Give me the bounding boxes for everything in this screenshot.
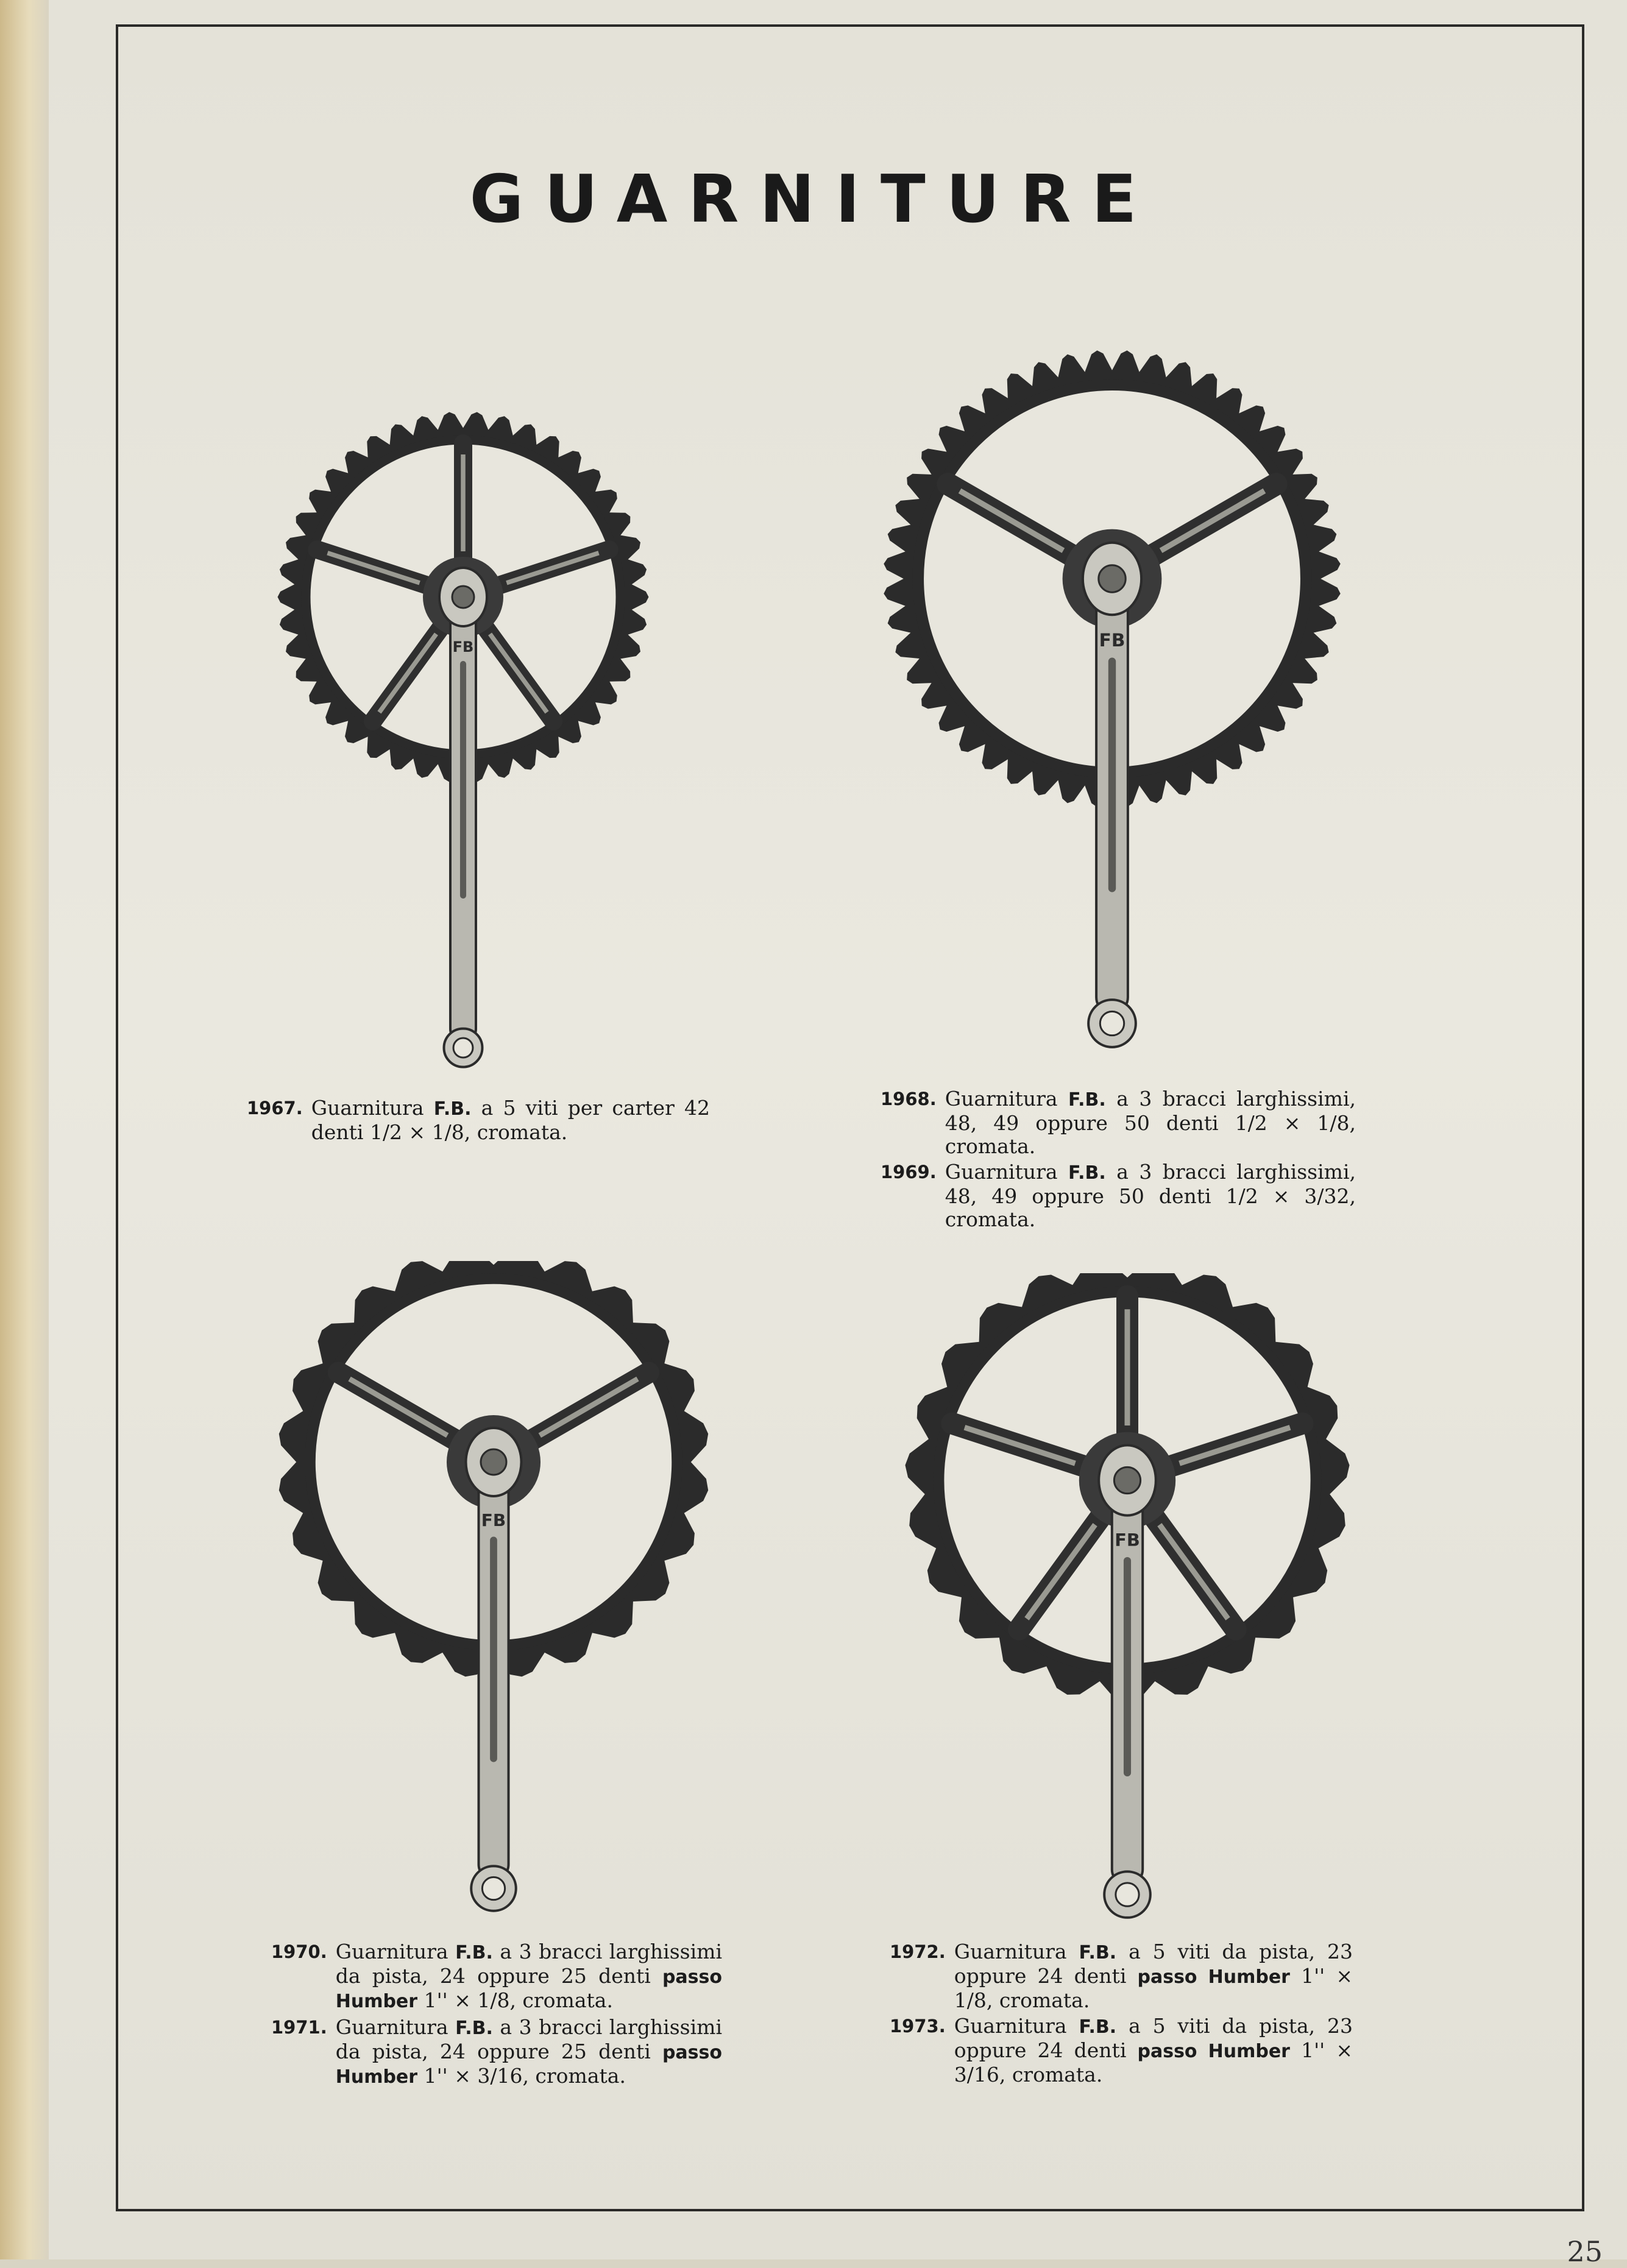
- item-number: 1972.: [890, 1941, 946, 1962]
- item-number: 1969.: [881, 1162, 937, 1182]
- crank-arm-groove: [490, 1537, 497, 1762]
- crankset-figure-1972: [884, 1273, 1371, 1949]
- item-description: Guarnitura F.B. a 3 bracci larghissimi da pista, 24 oppure 25 denti passo Humber 1'' × 3/16, cromata.: [335, 2015, 723, 2088]
- item-number: 1971.: [271, 2017, 327, 2038]
- item-number: 1970.: [271, 1941, 327, 1962]
- caption-1967: [247, 1097, 710, 1146]
- caption-1968-1969: [881, 1087, 1356, 1234]
- item-number: 1967.: [247, 1098, 303, 1118]
- item-description: Guarnitura F.B. a 5 viti da pista, 23 oppure 24 denti passo Humber 1'' × 3/16, cromata.: [954, 2014, 1353, 2086]
- item-description: Guarnitura F.B. a 5 viti per carter 42 denti 1/2 × 1/8, cromata.: [311, 1096, 710, 1144]
- caption-1972-1973: [890, 1940, 1353, 2089]
- item-description: Guarnitura F.B. a 3 bracci larghissimi da pista, 24 oppure 25 denti passo Humber 1'' × 1/8, cromata.: [335, 1940, 723, 2012]
- spindle-hole: [1114, 1467, 1140, 1493]
- catalog-entry: [271, 1940, 722, 2013]
- item-description: Guarnitura F.B. a 3 bracci larghissimi, 48, 49 oppure 50 denti 1/2 × 3/32, cromata.: [945, 1160, 1356, 1231]
- catalog-entry: [271, 2016, 722, 2089]
- catalog-entry: [890, 2015, 1353, 2086]
- pedal-hole: [1116, 1883, 1139, 1906]
- crank-arm-groove: [1124, 1557, 1131, 1776]
- fb-logo: FB: [481, 1510, 506, 1530]
- fb-logo: FB: [1099, 630, 1125, 651]
- crankset-figure-1968: [853, 317, 1371, 1060]
- catalog-entry: [890, 1940, 1353, 2012]
- book-spine: [0, 0, 49, 2259]
- crank-arm-groove: [460, 661, 466, 899]
- fb-logo: FB: [452, 638, 474, 655]
- item-number: 1973.: [890, 2016, 946, 2037]
- spindle-hole: [481, 1449, 506, 1475]
- page-title: GUARNITURE: [469, 161, 1158, 238]
- spindle-hole: [1099, 565, 1125, 592]
- crank-arm-groove: [1108, 658, 1116, 892]
- fb-logo: FB: [1115, 1530, 1140, 1550]
- catalog-entry: [881, 1160, 1356, 1231]
- caption-1970-1971: [271, 1940, 722, 2091]
- pedal-hole: [482, 1877, 505, 1899]
- catalog-entry: [247, 1097, 710, 1144]
- pedal-hole: [1100, 1011, 1124, 1035]
- page-number: 25: [1567, 2235, 1603, 2268]
- item-description: Guarnitura F.B. a 5 viti da pista, 23 oppure 24 denti passo Humber 1'' × 1/8, cromata.: [954, 1940, 1353, 2012]
- spindle-hole: [452, 586, 474, 608]
- item-description: Guarnitura F.B. a 3 bracci larghissimi, 48, 49 oppure 50 denti 1/2 × 1/8, cromata.: [945, 1087, 1356, 1158]
- pedal-hole: [453, 1038, 473, 1058]
- crankset-figure-1970: [256, 1261, 731, 1943]
- crankset-figure-1967: [244, 366, 682, 1072]
- catalog-entry: [881, 1087, 1356, 1158]
- item-number: 1968.: [881, 1089, 937, 1109]
